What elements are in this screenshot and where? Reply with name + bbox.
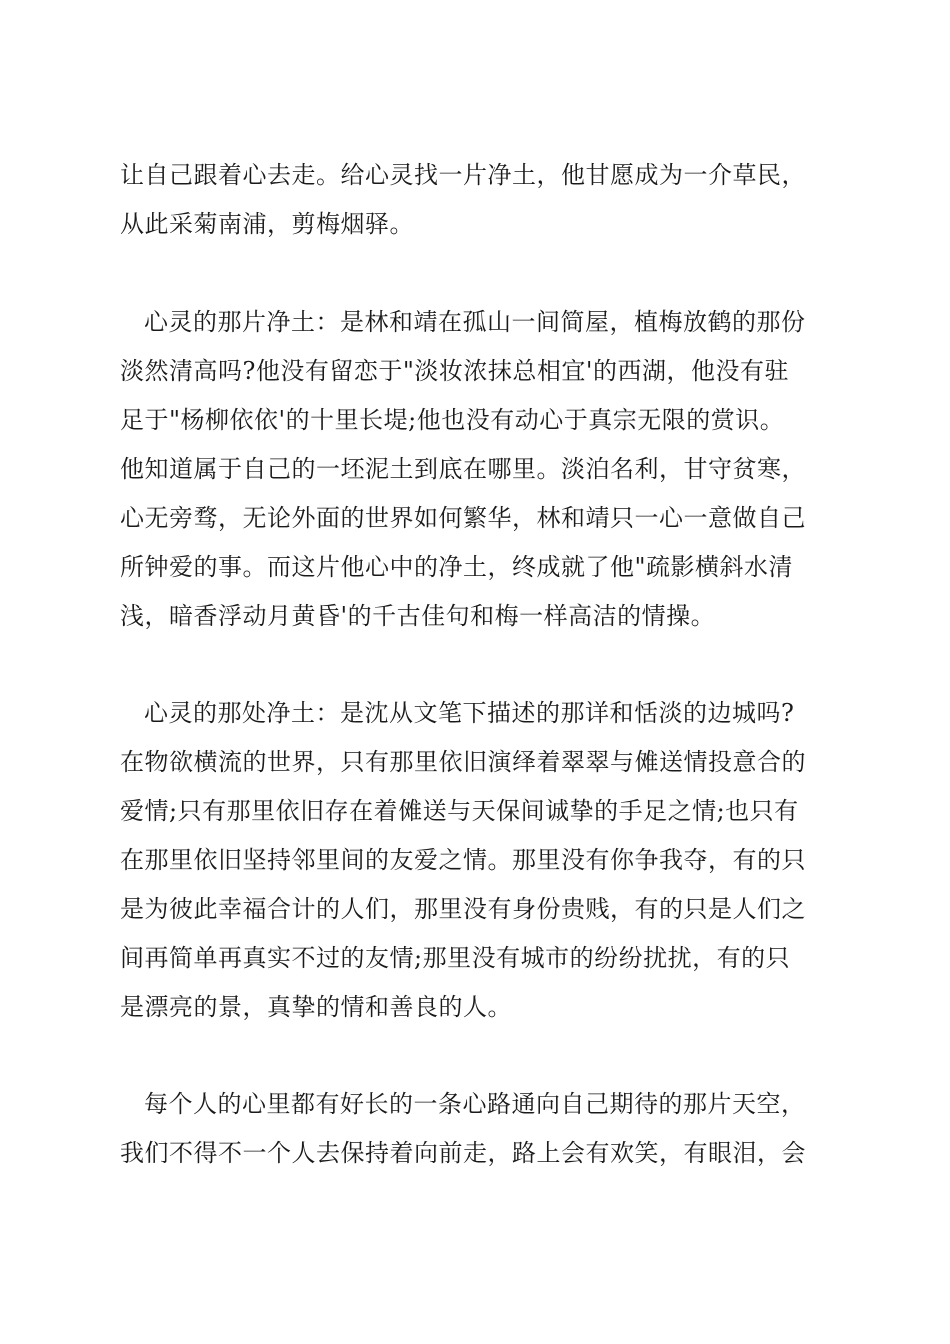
text-line: 是漂亮的景，真挚的情和善良的人。 — [120, 993, 512, 1021]
text-line: 心无旁骛，无论外面的世界如何繁华，林和靖只一心一意做自己 — [120, 504, 806, 532]
text-line: 爱情;只有那里依旧存在着傩送与天保间诚挚的手足之情;也只有 — [120, 797, 799, 825]
text-line: 是为彼此幸福合计的人们，那里没有身份贵贱，有的只是人们之 — [120, 895, 806, 923]
text-line: 心灵的那处净土：是沈从文笔下描述的那详和恬淡的边城吗? — [144, 699, 795, 727]
paragraph-2 — [120, 298, 840, 641]
text-line: 间再简单再真实不过的友情;那里没有城市的纷纷扰扰，有的只 — [120, 944, 791, 972]
text-line: 从此采菊南浦，剪梅烟驿。 — [120, 210, 414, 238]
text-line: 心灵的那片净土：是林和靖在孤山一间简屋，植梅放鹤的那份 — [144, 308, 806, 336]
text-line: 在物欲横流的世界，只有那里依旧演绎着翠翠与傩送情投意合的 — [120, 748, 806, 776]
text-line: 在那里依旧坚持邻里间的友爱之情。那里没有你争我夺，有的只 — [120, 846, 806, 874]
paragraph-3 — [120, 689, 840, 1032]
paragraph-4 — [120, 1080, 840, 1178]
text-line: 每个人的心里都有好长的一条心路通向自己期待的那片天空， — [144, 1090, 806, 1118]
text-line: 淡然清高吗?他没有留恋于"淡妆浓抹总相宜'的西湖，他没有驻 — [120, 357, 790, 385]
text-line: 他知道属于自己的一坯泥土到底在哪里。淡泊名利，甘守贫寒， — [120, 455, 806, 483]
text-line: 所钟爱的事。而这片他心中的净土，终成就了他"疏影横斜水清 — [120, 553, 794, 581]
text-line: 我们不得不一个人去保持着向前走，路上会有欢笑，有眼泪，会 — [120, 1139, 806, 1167]
text-line: 让自己跟着心去走。给心灵找一片净土，他甘愿成为一介草民， — [120, 161, 806, 189]
text-line: 足于"杨柳依依'的十里长堤;他也没有动心于真宗无限的赏识。 — [120, 406, 785, 434]
text-line: 浅，暗香浮动月黄昏'的千古佳句和梅一样高洁的情操。 — [120, 602, 716, 630]
paragraph-1 — [120, 151, 840, 249]
